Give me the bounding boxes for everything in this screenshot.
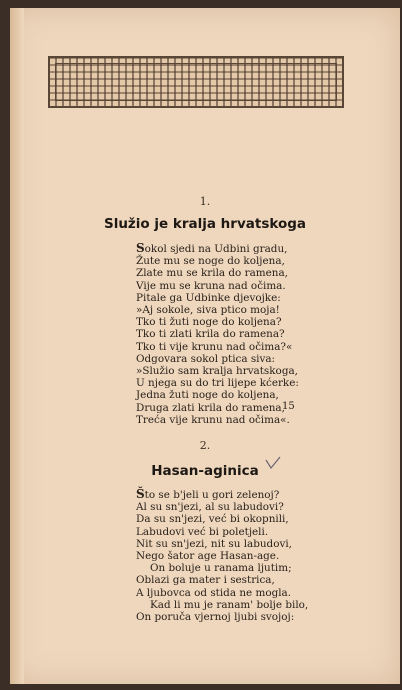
verse-line: Tko ti vije krunu nad očima?« xyxy=(136,340,293,353)
verse-line: Al su sn'jezi, al su labudovi? xyxy=(136,501,284,514)
poem-2-verses xyxy=(136,488,356,623)
verse-line: Vije mu se kruna nad očima. xyxy=(136,279,286,292)
verse-line: Žute mu se noge do koljena, xyxy=(136,255,285,268)
verse-line: Kad li mu je ranam' bolje bilo, xyxy=(150,598,309,611)
verse-line: On boluje u ranama ljutim; xyxy=(150,562,292,575)
poem-1-verses xyxy=(136,242,356,426)
verse-line: »Aj sokole, siva ptico moja! xyxy=(136,304,280,317)
verse-line: Jedna žuti noge do koljena, xyxy=(136,389,279,402)
verse-line: Tko ti zlati krila do ramena? xyxy=(136,328,285,341)
poem-1-title: Služio je kralja hrvatskoga xyxy=(103,216,307,232)
verse-line: Oblazi ga mater i sestrica, xyxy=(136,574,275,587)
verse-line: Druga zlati krila do ramena, xyxy=(136,401,285,414)
verse-line: »Služio sam kralja hrvatskoga, xyxy=(136,365,298,378)
verse-line: Tko ti žuti noge do koljena? xyxy=(136,316,282,329)
poem-2-number: 2. xyxy=(199,439,211,452)
verse-line: On poruča vjernoj ljubi svojoj: xyxy=(136,611,295,624)
poem-2-title: Hasan-aginica xyxy=(151,463,259,479)
verse-line: Što se b'jeli u gori zelenoj? xyxy=(136,487,280,501)
verse-line: Nit su sn'jezi, nit su labudovi, xyxy=(136,537,292,550)
verse-line: Nego šator age Hasan-age. xyxy=(136,550,280,563)
verse-line: Labudovi već bi poletjeli. xyxy=(136,525,269,538)
poem-1-number: 1. xyxy=(199,195,211,208)
page-spine-shadow xyxy=(10,8,24,684)
poem-1-line-number: 15 xyxy=(282,401,295,412)
verse-line: Treća vije krunu nad očima«. xyxy=(136,413,290,426)
verse-line: Da su sn'jezi, već bi okopnili, xyxy=(136,513,289,526)
verse-line: Sokol sjedi na Udbini gradu, xyxy=(136,241,288,255)
book-page xyxy=(10,8,400,684)
verse-line: Zlate mu se krila do ramena, xyxy=(136,267,288,280)
verse-line: Pitale ga Udbinke djevojke: xyxy=(136,291,281,304)
verse-line: U njega su do tri lijepe kćerke: xyxy=(136,377,299,390)
verse-line: Odgovara sokol ptica siva: xyxy=(136,352,276,365)
decorative-header-ornament xyxy=(48,56,344,108)
verse-line: A ljubovca od stida ne mogla. xyxy=(136,586,292,599)
